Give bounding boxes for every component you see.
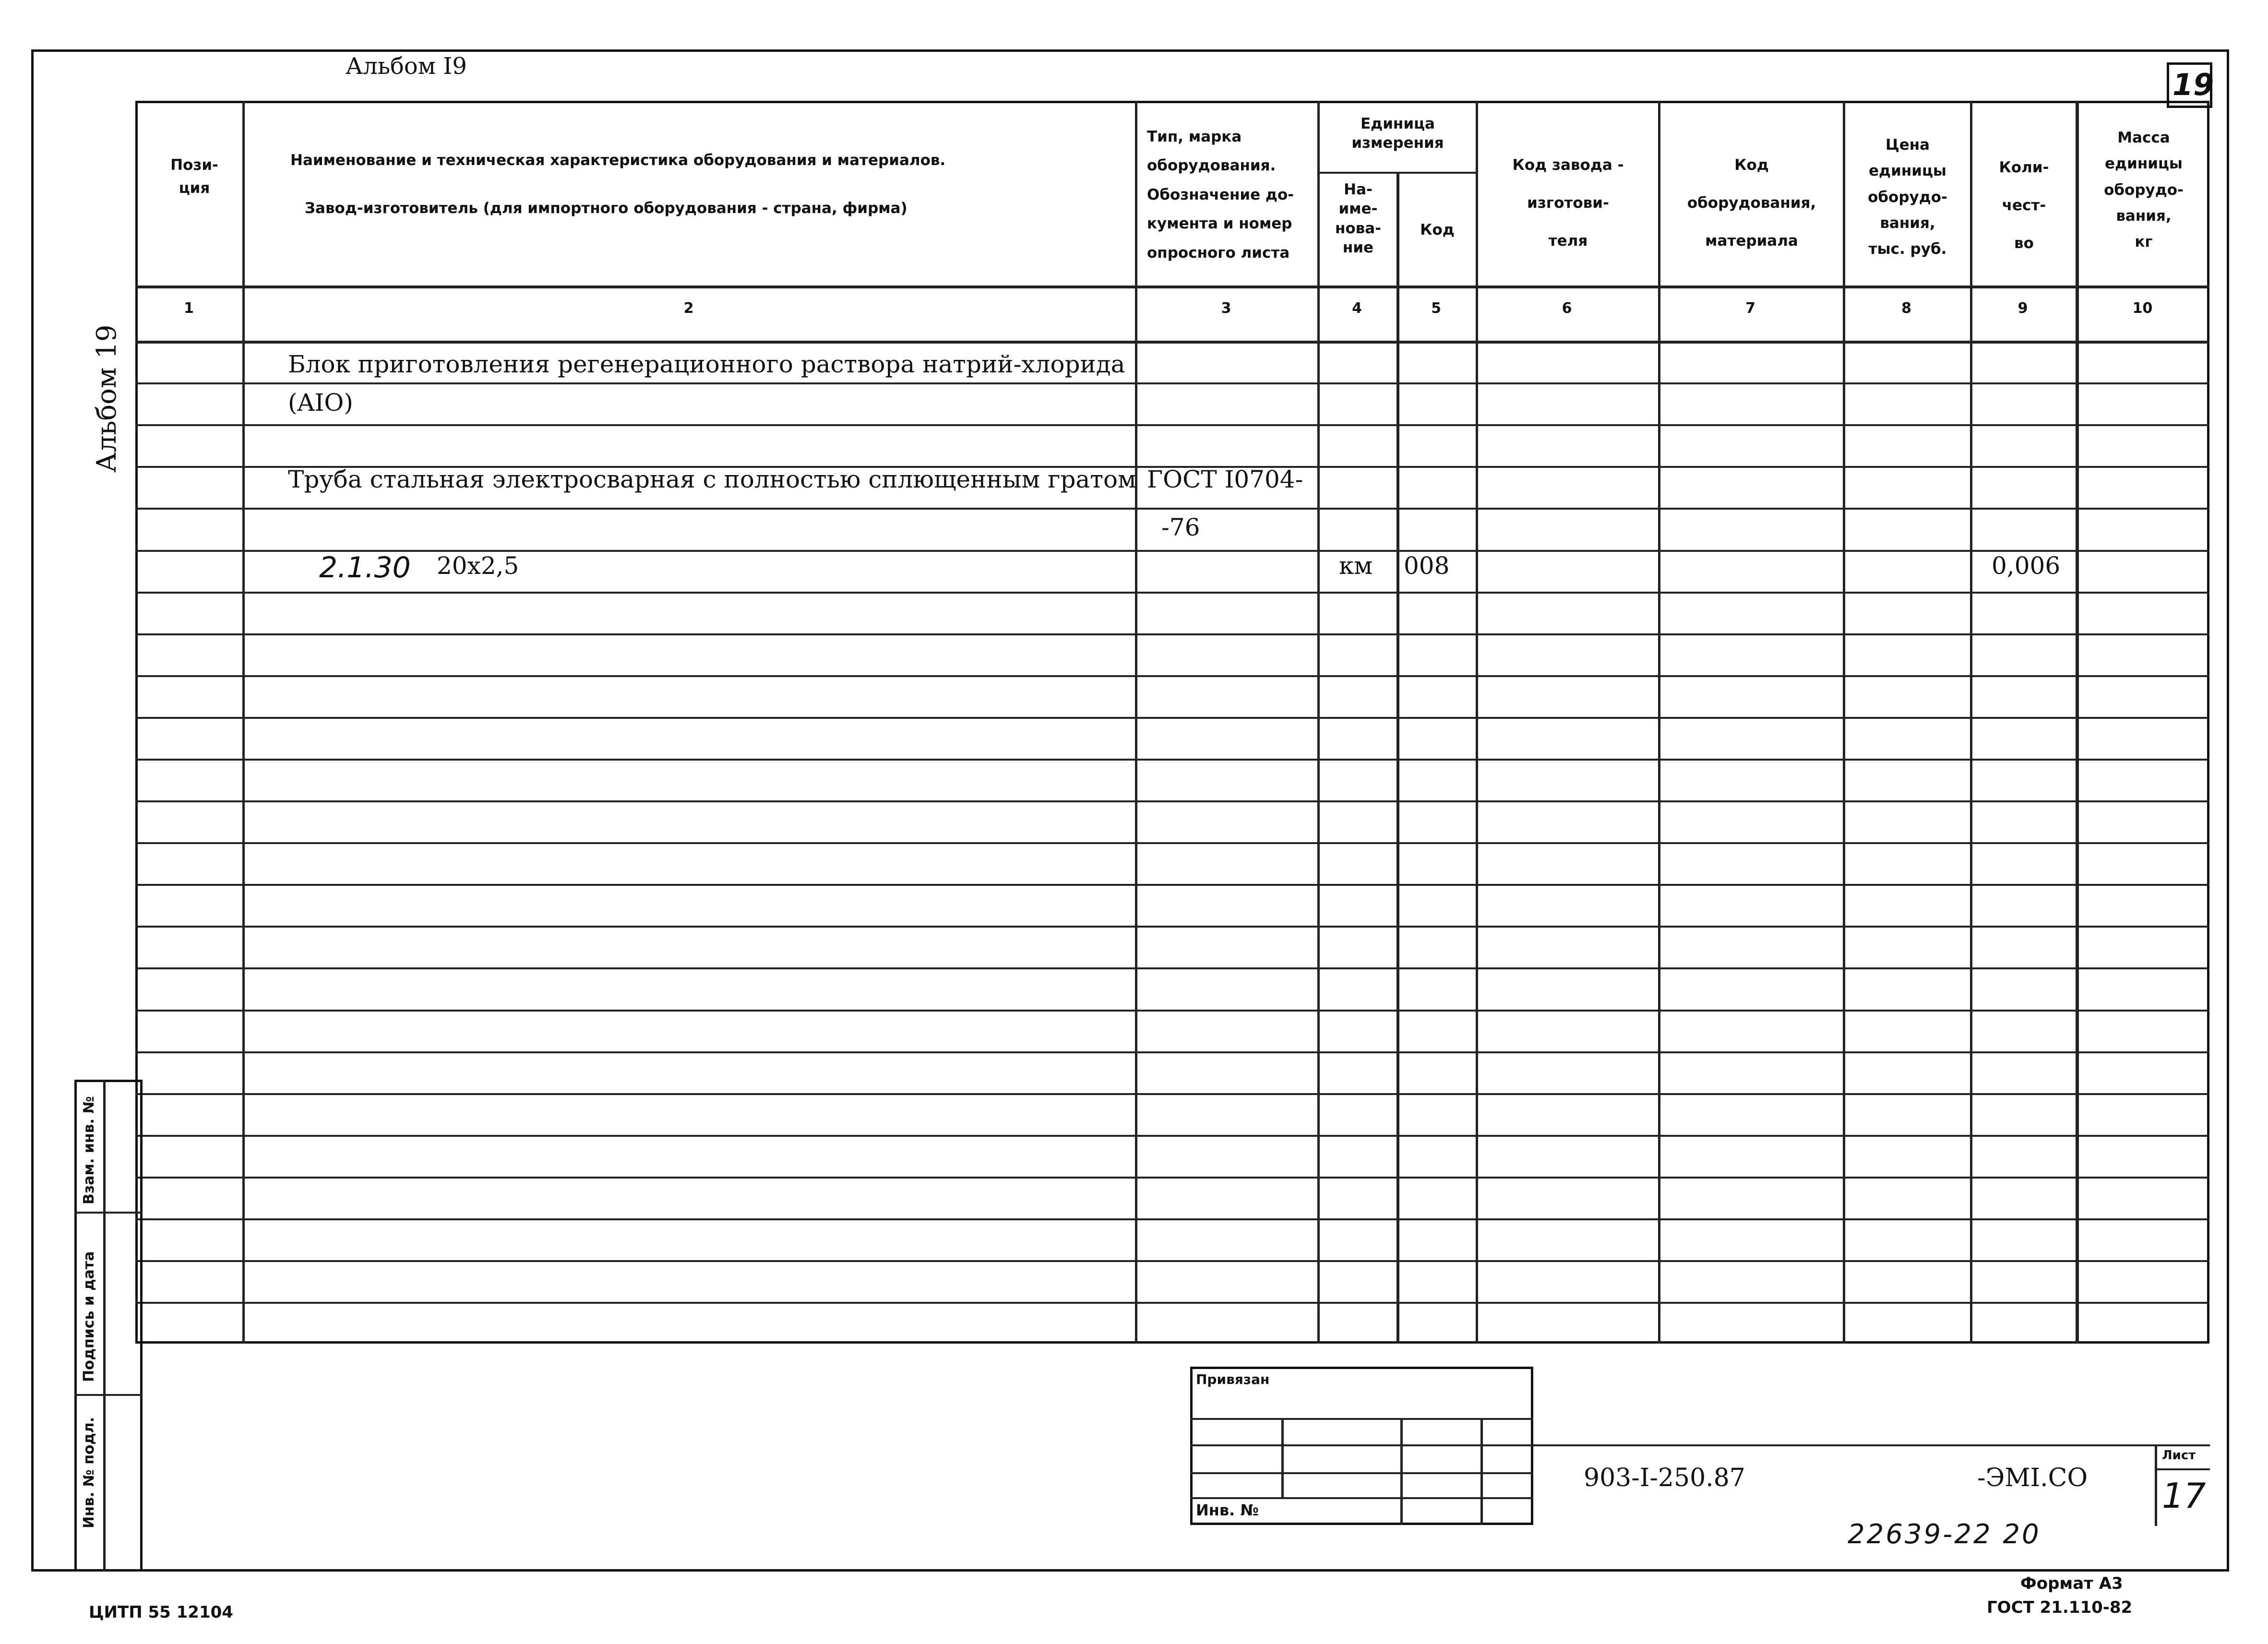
- side-stamp-field2: Подпись и дата: [81, 1251, 97, 1382]
- corner-number: 19: [2173, 67, 2214, 102]
- sheet-label: Лист: [2162, 1448, 2196, 1463]
- row-6-quantity: 0,006: [1992, 552, 2061, 580]
- col-divider-1: [242, 101, 245, 1344]
- row-6-unit-code: 008: [1404, 552, 1450, 580]
- header-factory-code: Код завода - изготови- теля: [1512, 156, 1624, 250]
- designation-top-line: [1533, 1444, 2210, 1446]
- header-mass: Масса единицы оборудо- вания, кг: [2104, 129, 2184, 250]
- row-4-text: Труба стальная электросварная с полностью сплющенным гратом: [288, 465, 1136, 493]
- table-row-line: [135, 884, 2209, 886]
- table-row-line: [135, 382, 2209, 384]
- row-1-text: Блок приготовления регенерационного раствора натрий-хлорида: [288, 350, 1125, 378]
- column-number-line: [135, 341, 2209, 344]
- col-divider-6: [1658, 101, 1660, 1344]
- header-type: Тип, марка оборудования. Обозначение до- кумента и номер опросного листа: [1147, 128, 1294, 262]
- sheet-box-divider: [2155, 1444, 2157, 1526]
- table-row-line: [135, 592, 2209, 594]
- row-6-unit: км: [1339, 552, 1373, 580]
- row-5-doc: -76: [1161, 513, 1200, 541]
- side-stamp-field3: Инв. № подл.: [81, 1417, 97, 1528]
- album-label: Альбом I9: [346, 53, 467, 80]
- table-row-line: [135, 717, 2209, 719]
- col-divider-4: [1397, 173, 1399, 1344]
- bound-stamp-v2: [1400, 1418, 1403, 1525]
- colnum-10: 10: [2132, 300, 2153, 317]
- col-divider-5: [1476, 101, 1478, 1344]
- format-label: Формат А3: [2020, 1574, 2123, 1593]
- table-row-line: [135, 1051, 2209, 1053]
- table-row-line: [135, 1135, 2209, 1137]
- col-divider-8: [1970, 101, 1972, 1344]
- side-stamp-div2: [74, 1394, 143, 1396]
- bound-label: Привязан: [1196, 1371, 1270, 1387]
- table-row-line: [135, 675, 2209, 677]
- inv-label: Инв. №: [1196, 1501, 1259, 1519]
- side-stamp-vdiv: [103, 1080, 106, 1572]
- side-stamp-field1: Взам. инв. №: [81, 1096, 97, 1204]
- row-4-doc: ГОСТ I0704-: [1147, 465, 1303, 493]
- col-divider-2: [1135, 101, 1137, 1344]
- designation-suffix: -ЭМI.CO: [1977, 1464, 2088, 1492]
- table-row-line: [135, 1302, 2209, 1304]
- table-row-line: [135, 1260, 2209, 1262]
- table-row-line: [135, 633, 2209, 635]
- table-row-line: [135, 842, 2209, 844]
- header-price: Цена единицы оборудо- вания, тыс. руб.: [1868, 136, 1947, 258]
- colnum-9: 9: [2017, 300, 2028, 317]
- colnum-2: 2: [683, 300, 694, 317]
- table-row-line: [135, 1010, 2209, 1012]
- header-quantity: Коли- чест- во: [1999, 159, 2049, 252]
- colnum-5: 5: [1431, 300, 1441, 317]
- sheet-box-line: [2155, 1468, 2210, 1470]
- archive-number: 22639-22 20: [1848, 1519, 2041, 1550]
- col-divider-9: [2076, 101, 2079, 1344]
- table-row-line: [135, 759, 2209, 761]
- header-equipment-code: Код оборудования, материала: [1687, 156, 1816, 250]
- table-row-line: [135, 967, 2209, 969]
- colnum-3: 3: [1221, 300, 1231, 317]
- colnum-8: 8: [1901, 300, 1911, 317]
- row-6-position: 2.1.30: [319, 551, 411, 584]
- unit-group-line: [1317, 172, 1476, 174]
- header-bottom-line: [135, 286, 2209, 288]
- colnum-1: 1: [184, 300, 194, 317]
- colnum-6: 6: [1562, 300, 1572, 317]
- table-row-line: [135, 800, 2209, 802]
- designation: 903-I-250.87: [1584, 1464, 1745, 1492]
- col-divider-3: [1317, 101, 1320, 1344]
- sheet-number: 17: [2162, 1476, 2206, 1516]
- table-row-line: [135, 424, 2209, 426]
- gost-label: ГОСТ 21.110-82: [1987, 1598, 2133, 1617]
- row-2-text: (AIO): [288, 389, 353, 417]
- row-6-text: 20х2,5: [437, 552, 519, 580]
- header-unit-name: На- име- нова- ние: [1335, 181, 1382, 256]
- table-row-line: [135, 1218, 2209, 1220]
- table-row-line: [135, 926, 2209, 928]
- header-unit-group: Единица измерения: [1351, 115, 1444, 152]
- colnum-4: 4: [1352, 300, 1362, 317]
- col-divider-7: [1843, 101, 1845, 1344]
- album-side-label: Альбом 19: [91, 324, 122, 473]
- header-position: Пози- ция: [170, 156, 218, 197]
- printer-label: ЦИТП 55 12104: [89, 1603, 233, 1622]
- bound-stamp-v3: [1480, 1418, 1483, 1525]
- header-name-line1: Наименование и техническая характеристика оборудования и материалов.: [290, 152, 946, 169]
- table-row-line: [135, 1177, 2209, 1179]
- colnum-7: 7: [1745, 300, 1755, 317]
- bound-stamp-v1: [1281, 1418, 1284, 1497]
- table-row-line: [135, 1093, 2209, 1095]
- header-unit-code: Код: [1420, 221, 1455, 238]
- side-stamp-div1: [74, 1212, 143, 1214]
- header-name-line2: Завод-изготовитель (для импортного оборудования - страна, фирма): [305, 200, 907, 217]
- table-row-line: [135, 508, 2209, 510]
